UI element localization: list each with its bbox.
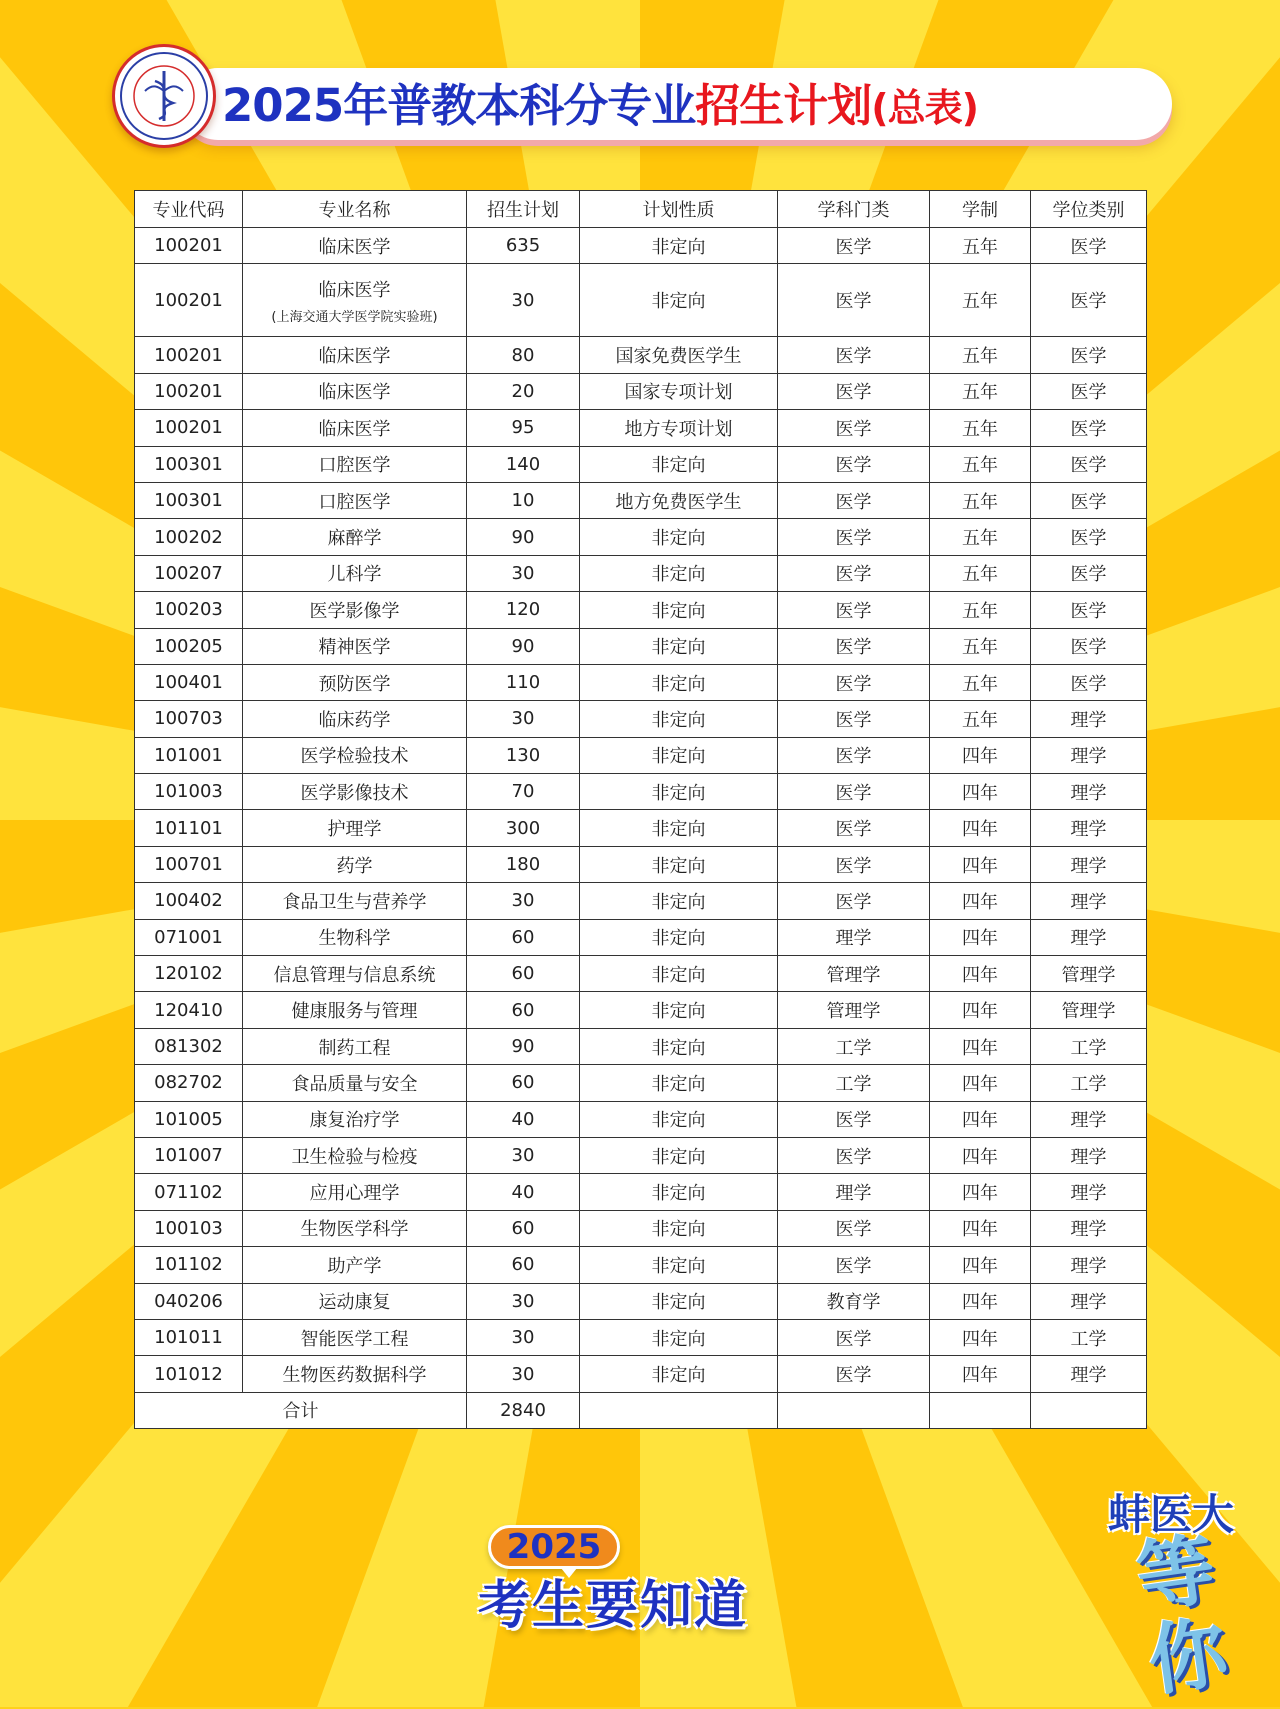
- plan-count: 30: [467, 1283, 580, 1319]
- major-name: 药学: [243, 846, 467, 882]
- major-code: 101003: [135, 774, 243, 810]
- plan-nature: 非定向: [580, 1174, 778, 1210]
- plan-count: 635: [467, 228, 580, 264]
- plan-count: 180: [467, 846, 580, 882]
- plan-count: 60: [467, 956, 580, 992]
- plan-nature: 非定向: [580, 956, 778, 992]
- study-years: 五年: [930, 701, 1031, 737]
- study-years: 五年: [930, 555, 1031, 591]
- plan-count: 140: [467, 446, 580, 482]
- discipline: 医学: [778, 1101, 930, 1137]
- major-code: 100201: [135, 373, 243, 409]
- discipline: 医学: [778, 846, 930, 882]
- table-row: [135, 1210, 1147, 1246]
- study-years: 四年: [930, 1174, 1031, 1210]
- major-code: 100203: [135, 592, 243, 628]
- major-name: 口腔医学: [243, 482, 467, 518]
- discipline: 理学: [778, 919, 930, 955]
- plan-count: 70: [467, 774, 580, 810]
- study-years: 四年: [930, 810, 1031, 846]
- degree-type: 理学: [1031, 737, 1147, 773]
- plan-count: 130: [467, 737, 580, 773]
- major-name: 医学影像学: [243, 592, 467, 628]
- discipline: 医学: [778, 664, 930, 700]
- plan-nature: 非定向: [580, 264, 778, 337]
- major-code: 100207: [135, 555, 243, 591]
- major-name: 康复治疗学: [243, 1101, 467, 1137]
- discipline: 工学: [778, 1028, 930, 1064]
- study-years: 四年: [930, 992, 1031, 1028]
- study-years: 四年: [930, 1065, 1031, 1101]
- table-row: [135, 1101, 1147, 1137]
- plan-nature: 非定向: [580, 992, 778, 1028]
- major-name: 临床医学: [243, 373, 467, 409]
- plan-nature: 非定向: [580, 519, 778, 555]
- plan-nature: 地方专项计划: [580, 410, 778, 446]
- discipline: 医学: [778, 628, 930, 664]
- discipline: 医学: [778, 373, 930, 409]
- table-header-row: [135, 191, 1147, 228]
- plan-count: 20: [467, 373, 580, 409]
- study-years: 五年: [930, 228, 1031, 264]
- header-name: 专业名称: [243, 191, 467, 228]
- discipline: 医学: [778, 519, 930, 555]
- major-name: [243, 264, 467, 337]
- table-row: [135, 1283, 1147, 1319]
- total-value: 2840: [467, 1392, 580, 1428]
- page-header: [112, 44, 1172, 152]
- table-row: [135, 810, 1147, 846]
- degree-type: 理学: [1031, 1137, 1147, 1173]
- table-row: [135, 410, 1147, 446]
- table-row: [135, 1137, 1147, 1173]
- study-years: 四年: [930, 956, 1031, 992]
- study-years: 四年: [930, 1101, 1031, 1137]
- table-row: [135, 373, 1147, 409]
- major-name: 食品卫生与营养学: [243, 883, 467, 919]
- plan-count: 120: [467, 592, 580, 628]
- plan-nature: 非定向: [580, 1065, 778, 1101]
- degree-type: 理学: [1031, 1356, 1147, 1392]
- discipline: 医学: [778, 1356, 930, 1392]
- study-years: 四年: [930, 1356, 1031, 1392]
- table-row: [135, 519, 1147, 555]
- degree-type: 医学: [1031, 264, 1147, 337]
- study-years: 五年: [930, 337, 1031, 373]
- degree-type: 理学: [1031, 919, 1147, 955]
- major-code: 100201: [135, 410, 243, 446]
- plan-count: 40: [467, 1101, 580, 1137]
- major-code: 101011: [135, 1319, 243, 1355]
- discipline: 医学: [778, 555, 930, 591]
- major-code: 120102: [135, 956, 243, 992]
- major-name: 信息管理与信息系统: [243, 956, 467, 992]
- plan-count: 60: [467, 992, 580, 1028]
- study-years: 四年: [930, 1283, 1031, 1319]
- plan-nature: 非定向: [580, 1319, 778, 1355]
- major-name: 助产学: [243, 1247, 467, 1283]
- discipline: 教育学: [778, 1283, 930, 1319]
- major-name: 智能医学工程: [243, 1319, 467, 1355]
- title-highlight: 招生计划: [695, 79, 872, 132]
- plan-count: 95: [467, 410, 580, 446]
- degree-type: 医学: [1031, 373, 1147, 409]
- plan-count: 10: [467, 482, 580, 518]
- major-name: 运动康复: [243, 1283, 467, 1319]
- degree-type: 医学: [1031, 555, 1147, 591]
- study-years: 五年: [930, 519, 1031, 555]
- major-code: 101007: [135, 1137, 243, 1173]
- major-name: 卫生检验与检疫: [243, 1137, 467, 1173]
- major-code: 101012: [135, 1356, 243, 1392]
- total-empty-cell: [580, 1392, 778, 1428]
- major-code: 100205: [135, 628, 243, 664]
- table-row: [135, 482, 1147, 518]
- table-row: [135, 1356, 1147, 1392]
- plan-nature: 非定向: [580, 555, 778, 591]
- plan-nature: 非定向: [580, 774, 778, 810]
- degree-type: 理学: [1031, 701, 1147, 737]
- plan-nature: 非定向: [580, 228, 778, 264]
- table-row: [135, 228, 1147, 264]
- year-badge: 2025: [488, 1525, 620, 1569]
- study-years: 五年: [930, 664, 1031, 700]
- major-code: 040206: [135, 1283, 243, 1319]
- school-short-name: 蚌医大: [1108, 1490, 1235, 1539]
- major-code: 100301: [135, 482, 243, 518]
- discipline: 医学: [778, 774, 930, 810]
- discipline: 医学: [778, 883, 930, 919]
- plan-nature: 非定向: [580, 737, 778, 773]
- degree-type: 理学: [1031, 846, 1147, 882]
- major-code: 100201: [135, 228, 243, 264]
- university-logo: [112, 44, 216, 148]
- table-row: [135, 337, 1147, 373]
- footer-slogan: 考生要知道: [478, 1576, 749, 1636]
- discipline: 医学: [778, 337, 930, 373]
- header-degree: 学位类别: [1031, 191, 1147, 228]
- major-code: 100301: [135, 446, 243, 482]
- major-code: 100201: [135, 264, 243, 337]
- table-row: [135, 264, 1147, 337]
- major-name: 生物科学: [243, 919, 467, 955]
- study-years: 四年: [930, 1210, 1031, 1246]
- plan-nature: 非定向: [580, 1137, 778, 1173]
- discipline: 医学: [778, 701, 930, 737]
- major-code: 101101: [135, 810, 243, 846]
- degree-type: 管理学: [1031, 956, 1147, 992]
- plan-nature: 非定向: [580, 1356, 778, 1392]
- discipline: 管理学: [778, 992, 930, 1028]
- degree-type: 医学: [1031, 482, 1147, 518]
- study-years: 四年: [930, 1319, 1031, 1355]
- major-code: 081302: [135, 1028, 243, 1064]
- study-years: 五年: [930, 410, 1031, 446]
- table-row: [135, 701, 1147, 737]
- discipline: 理学: [778, 1174, 930, 1210]
- table-row: [135, 628, 1147, 664]
- plan-count: 60: [467, 919, 580, 955]
- study-years: 五年: [930, 628, 1031, 664]
- total-row: [135, 1392, 1147, 1428]
- plan-nature: 非定向: [580, 592, 778, 628]
- major-name: 健康服务与管理: [243, 992, 467, 1028]
- major-code: 101001: [135, 737, 243, 773]
- plan-nature: 非定向: [580, 664, 778, 700]
- table-row: [135, 737, 1147, 773]
- table-row: [135, 446, 1147, 482]
- major-name: 食品质量与安全: [243, 1065, 467, 1101]
- plan-count: 30: [467, 701, 580, 737]
- study-years: 四年: [930, 1028, 1031, 1064]
- discipline: 医学: [778, 1137, 930, 1173]
- major-code: 100703: [135, 701, 243, 737]
- plan-nature: 国家专项计划: [580, 373, 778, 409]
- major-name: 应用心理学: [243, 1174, 467, 1210]
- degree-type: 医学: [1031, 592, 1147, 628]
- plan-count: 30: [467, 555, 580, 591]
- title-suffix: (总表): [871, 86, 979, 130]
- plan-nature: 地方免费医学生: [580, 482, 778, 518]
- caduceus-icon: [115, 47, 213, 145]
- major-code: 120410: [135, 992, 243, 1028]
- major-name: 医学检验技术: [243, 737, 467, 773]
- major-name: 生物医学科学: [243, 1210, 467, 1246]
- plan-nature: 非定向: [580, 446, 778, 482]
- major-code: 071001: [135, 919, 243, 955]
- plan-nature: 非定向: [580, 846, 778, 882]
- major-name: 临床医学: [243, 337, 467, 373]
- degree-type: 医学: [1031, 519, 1147, 555]
- study-years: 四年: [930, 919, 1031, 955]
- major-name: 制药工程: [243, 1028, 467, 1064]
- header-field: 学科门类: [778, 191, 930, 228]
- major-name: 麻醉学: [243, 519, 467, 555]
- waiting-for-you-text: 等你: [1131, 1524, 1233, 1708]
- degree-type: 理学: [1031, 774, 1147, 810]
- plan-nature: 非定向: [580, 701, 778, 737]
- major-name-text: 临床医学: [318, 279, 391, 301]
- degree-type: 医学: [1031, 410, 1147, 446]
- table-row: [135, 1065, 1147, 1101]
- major-name: 临床医学: [243, 410, 467, 446]
- plan-count: 60: [467, 1065, 580, 1101]
- total-label: 合计: [135, 1392, 467, 1428]
- header-years: 学制: [930, 191, 1031, 228]
- plan-nature: 非定向: [580, 1210, 778, 1246]
- table-row: [135, 883, 1147, 919]
- degree-type: 理学: [1031, 1247, 1147, 1283]
- study-years: 五年: [930, 373, 1031, 409]
- header-nature: 计划性质: [580, 191, 778, 228]
- degree-type: 医学: [1031, 446, 1147, 482]
- footer-badge: [478, 1525, 818, 1645]
- study-years: 四年: [930, 1247, 1031, 1283]
- major-code: 082702: [135, 1065, 243, 1101]
- degree-type: 理学: [1031, 1174, 1147, 1210]
- plan-count: 90: [467, 628, 580, 664]
- study-years: 四年: [930, 1137, 1031, 1173]
- plan-count: 60: [467, 1210, 580, 1246]
- degree-type: 理学: [1031, 1101, 1147, 1137]
- degree-type: 工学: [1031, 1319, 1147, 1355]
- table-row: [135, 1319, 1147, 1355]
- plan-count: 30: [467, 1137, 580, 1173]
- degree-type: 工学: [1031, 1065, 1147, 1101]
- plan-count: 60: [467, 1247, 580, 1283]
- major-code: 100701: [135, 846, 243, 882]
- plan-count: 40: [467, 1174, 580, 1210]
- major-name: 口腔医学: [243, 446, 467, 482]
- total-empty-cell: [1031, 1392, 1147, 1428]
- table-row: [135, 956, 1147, 992]
- plan-count: 30: [467, 1356, 580, 1392]
- plan-count: 30: [467, 883, 580, 919]
- major-code: 101102: [135, 1247, 243, 1283]
- major-code: 100401: [135, 664, 243, 700]
- discipline: 医学: [778, 1210, 930, 1246]
- plan-nature: 非定向: [580, 1028, 778, 1064]
- plan-count: 110: [467, 664, 580, 700]
- major-code: 100103: [135, 1210, 243, 1246]
- enrollment-plan-table: [134, 190, 1146, 1429]
- discipline: 医学: [778, 482, 930, 518]
- plan-nature: 非定向: [580, 883, 778, 919]
- discipline: 医学: [778, 737, 930, 773]
- plan-nature: 非定向: [580, 1283, 778, 1319]
- major-code: 100202: [135, 519, 243, 555]
- degree-type: 医学: [1031, 337, 1147, 373]
- plan-nature: 国家免费医学生: [580, 337, 778, 373]
- study-years: 四年: [930, 737, 1031, 773]
- major-name: 精神医学: [243, 628, 467, 664]
- table-row: [135, 774, 1147, 810]
- degree-type: 医学: [1031, 228, 1147, 264]
- table-row: [135, 846, 1147, 882]
- discipline: 医学: [778, 810, 930, 846]
- major-name: 儿科学: [243, 555, 467, 591]
- table-row: [135, 664, 1147, 700]
- plan-nature: 非定向: [580, 1101, 778, 1137]
- total-empty-cell: [930, 1392, 1031, 1428]
- table-row: [135, 992, 1147, 1028]
- table-row: [135, 1028, 1147, 1064]
- degree-type: 管理学: [1031, 992, 1147, 1028]
- major-code: 100201: [135, 337, 243, 373]
- discipline: 医学: [778, 228, 930, 264]
- study-years: 四年: [930, 883, 1031, 919]
- discipline: 医学: [778, 446, 930, 482]
- degree-type: 理学: [1031, 810, 1147, 846]
- table-row: [135, 1174, 1147, 1210]
- discipline: 医学: [778, 410, 930, 446]
- study-years: 四年: [930, 774, 1031, 810]
- degree-type: 理学: [1031, 883, 1147, 919]
- table-row: [135, 555, 1147, 591]
- plan-count: 90: [467, 1028, 580, 1064]
- discipline: 工学: [778, 1065, 930, 1101]
- study-years: 五年: [930, 482, 1031, 518]
- study-years: 五年: [930, 264, 1031, 337]
- table-row: [135, 1247, 1147, 1283]
- discipline: 管理学: [778, 956, 930, 992]
- discipline: 医学: [778, 592, 930, 628]
- major-name: 临床药学: [243, 701, 467, 737]
- study-years: 四年: [930, 846, 1031, 882]
- degree-type: 医学: [1031, 628, 1147, 664]
- degree-type: 工学: [1031, 1028, 1147, 1064]
- header-code: 专业代码: [135, 191, 243, 228]
- header-plan: 招生计划: [467, 191, 580, 228]
- major-code: 071102: [135, 1174, 243, 1210]
- discipline: 医学: [778, 1319, 930, 1355]
- degree-type: 医学: [1031, 664, 1147, 700]
- major-name: 生物医药数据科学: [243, 1356, 467, 1392]
- plan-nature: 非定向: [580, 628, 778, 664]
- table-row: [135, 592, 1147, 628]
- plan-nature: 非定向: [580, 1247, 778, 1283]
- table-row: [135, 919, 1147, 955]
- plan-count: 30: [467, 264, 580, 337]
- study-years: 五年: [930, 592, 1031, 628]
- total-empty-cell: [778, 1392, 930, 1428]
- study-years: 五年: [930, 446, 1031, 482]
- plan-count: 80: [467, 337, 580, 373]
- degree-type: 理学: [1031, 1283, 1147, 1319]
- major-name-note: (上海交通大学医学院实验班): [271, 309, 438, 325]
- page-title: [222, 66, 978, 146]
- degree-type: 理学: [1031, 1210, 1147, 1246]
- title-main: 2025年普教本科分专业: [222, 79, 696, 132]
- major-code: 101005: [135, 1101, 243, 1137]
- plan-nature: 非定向: [580, 919, 778, 955]
- discipline: 医学: [778, 264, 930, 337]
- major-name: 预防医学: [243, 664, 467, 700]
- plan-count: 90: [467, 519, 580, 555]
- plan-count: 300: [467, 810, 580, 846]
- discipline: 医学: [778, 1247, 930, 1283]
- major-code: 100402: [135, 883, 243, 919]
- major-name: 护理学: [243, 810, 467, 846]
- plan-nature: 非定向: [580, 810, 778, 846]
- plan-count: 30: [467, 1319, 580, 1355]
- major-name: 医学影像技术: [243, 774, 467, 810]
- major-name: 临床医学: [243, 228, 467, 264]
